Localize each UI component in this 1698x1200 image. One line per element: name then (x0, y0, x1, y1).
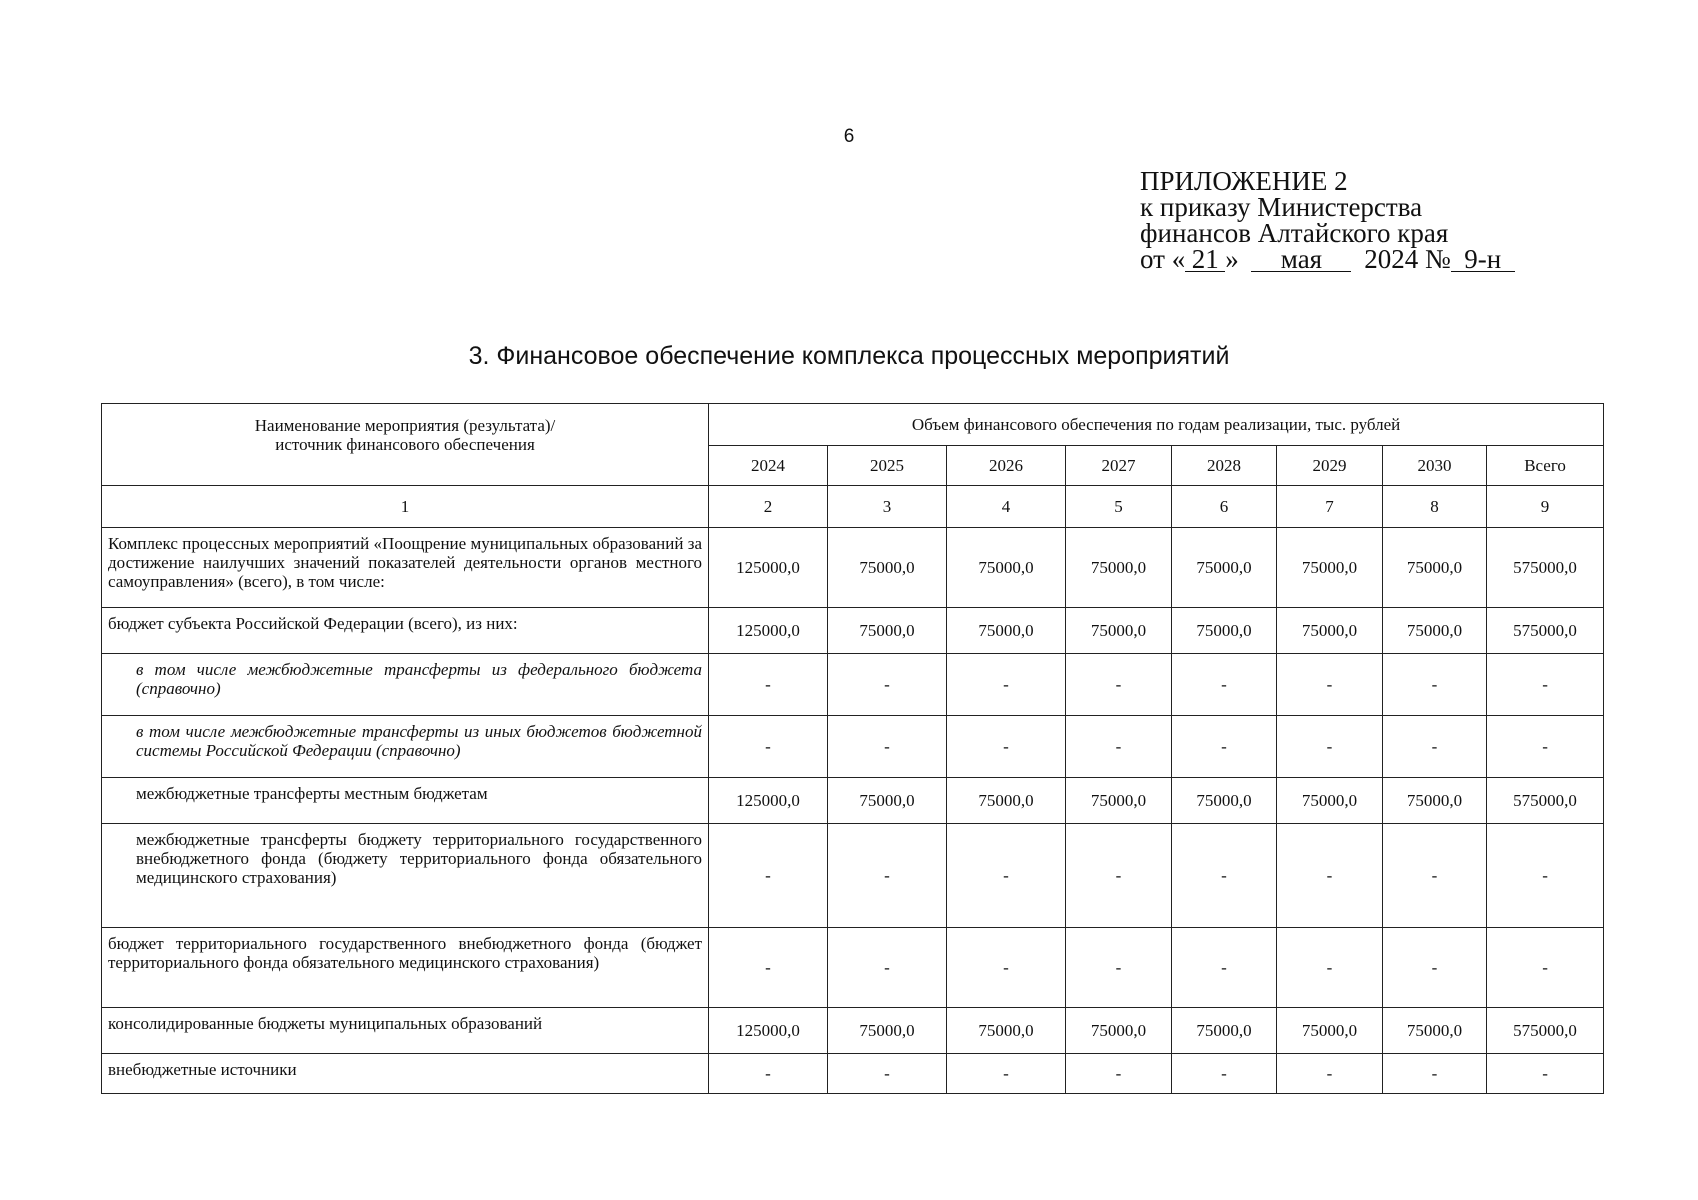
row-year-value: - (1066, 654, 1172, 716)
row-name: внебюджетные источники (102, 1054, 709, 1094)
row-year-value: 75000,0 (1066, 778, 1172, 824)
row-total-value: 575000,0 (1487, 608, 1604, 654)
row-year-value: 125000,0 (709, 778, 828, 824)
year-header: 2027 (1066, 446, 1172, 486)
row-year-value: 125000,0 (709, 528, 828, 608)
column-number: 2 (709, 486, 828, 528)
row-name: в том числе межбюджетные трансферты из федерального бюджета (справочно) (102, 654, 709, 716)
row-year-value: - (1277, 928, 1383, 1008)
row-year-value: - (1172, 716, 1277, 778)
row-year-value: - (1383, 928, 1487, 1008)
row-year-value: - (828, 654, 947, 716)
row-year-value: 75000,0 (947, 778, 1066, 824)
row-total-value: - (1487, 824, 1604, 928)
table-row (102, 1008, 1604, 1054)
row-year-value: - (1066, 824, 1172, 928)
row-year-value: 75000,0 (1277, 778, 1383, 824)
row-year-value: - (709, 716, 828, 778)
row-year-value: 75000,0 (828, 608, 947, 654)
row-total-value: - (1487, 1054, 1604, 1094)
year-header: 2026 (947, 446, 1066, 486)
row-name: в том числе межбюджетные трансферты из иных бюджетов бюджетной системы Российской Федерации (справочно) (102, 716, 709, 778)
row-year-value: 125000,0 (709, 608, 828, 654)
row-year-value: 75000,0 (1172, 778, 1277, 824)
row-year-value: - (1383, 824, 1487, 928)
row-year-value: 75000,0 (1172, 1008, 1277, 1054)
row-year-value: - (828, 716, 947, 778)
row-year-value: - (1066, 928, 1172, 1008)
name-header-line-2: источник финансового обеспечения (275, 435, 535, 454)
annex-date-line (1140, 246, 1515, 272)
row-year-value: - (947, 928, 1066, 1008)
section-title: 3. Финансовое обеспечение комплекса процессных мероприятий (468, 342, 1230, 370)
table-row (102, 716, 1604, 778)
column-number: 8 (1383, 486, 1487, 528)
year-header: 2028 (1172, 446, 1277, 486)
column-number: 3 (828, 486, 947, 528)
name-column-header (102, 404, 709, 486)
row-name: бюджет субъекта Российской Федерации (всего), из них: (102, 608, 709, 654)
table-row (102, 778, 1604, 824)
row-year-value: - (709, 1054, 828, 1094)
annex-date-year: 2024 № (1364, 244, 1451, 274)
row-total-value: 575000,0 (1487, 778, 1604, 824)
column-number: 9 (1487, 486, 1604, 528)
annex-order-number: 9-н (1451, 247, 1515, 272)
row-year-value: - (828, 1054, 947, 1094)
row-year-value: - (947, 824, 1066, 928)
row-year-value: 75000,0 (947, 1008, 1066, 1054)
column-number: 5 (1066, 486, 1172, 528)
row-year-value: - (947, 654, 1066, 716)
row-year-value: - (1277, 654, 1383, 716)
financing-table (101, 403, 1604, 1094)
row-year-value: 75000,0 (1277, 528, 1383, 608)
year-header: 2025 (828, 446, 947, 486)
row-year-value: - (709, 928, 828, 1008)
row-year-value: 75000,0 (1172, 528, 1277, 608)
total-header: Всего (1487, 446, 1604, 486)
row-year-value: 75000,0 (1066, 1008, 1172, 1054)
annex-date-day: 21 (1185, 247, 1225, 272)
row-year-value: 75000,0 (1383, 528, 1487, 608)
row-year-value: - (1383, 716, 1487, 778)
annex-block (1140, 168, 1515, 272)
row-year-value: - (1277, 716, 1383, 778)
row-year-value: 75000,0 (1383, 778, 1487, 824)
row-year-value: 75000,0 (947, 608, 1066, 654)
table-row (102, 1054, 1604, 1094)
row-year-value: 125000,0 (709, 1008, 828, 1054)
annex-title: ПРИЛОЖЕНИЕ 2 (1140, 166, 1348, 196)
row-year-value: 75000,0 (828, 778, 947, 824)
annex-line-2: финансов Алтайского края (1140, 218, 1449, 248)
row-year-value: 75000,0 (828, 528, 947, 608)
row-year-value: - (1383, 654, 1487, 716)
row-year-value: 75000,0 (828, 1008, 947, 1054)
row-total-value: - (1487, 654, 1604, 716)
row-year-value: 75000,0 (1277, 608, 1383, 654)
row-year-value: - (709, 824, 828, 928)
row-year-value: - (947, 716, 1066, 778)
year-header: 2029 (1277, 446, 1383, 486)
page-number: 6 (843, 126, 855, 147)
row-year-value: - (1277, 824, 1383, 928)
table-row (102, 928, 1604, 1008)
row-year-value: 75000,0 (1383, 608, 1487, 654)
row-total-value: 575000,0 (1487, 528, 1604, 608)
row-name: консолидированные бюджеты муниципальных образований (102, 1008, 709, 1054)
table-row (102, 824, 1604, 928)
row-year-value: - (947, 1054, 1066, 1094)
volume-header: Объем финансового обеспечения по годам реализации, тыс. рублей (709, 404, 1604, 446)
table-body (102, 528, 1604, 1094)
column-number: 1 (102, 486, 709, 528)
row-name: межбюджетные трансферты местным бюджетам (102, 778, 709, 824)
table-row (102, 654, 1604, 716)
row-year-value: - (1277, 1054, 1383, 1094)
row-total-value: - (1487, 928, 1604, 1008)
row-name: бюджет территориального государственного внебюджетного фонда (бюджет территориального фонда обязательного медицинского страхования) (102, 928, 709, 1008)
row-name: Комплекс процессных мероприятий «Поощрение муниципальных образований за достижение наилучших значений показателей деятельности органов местного самоуправления» (всего), в том числе: (102, 528, 709, 608)
row-year-value: 75000,0 (1277, 1008, 1383, 1054)
table-row (102, 528, 1604, 608)
row-year-value: - (1172, 928, 1277, 1008)
annex-date-prefix: от « (1140, 244, 1186, 274)
row-year-value: - (1172, 824, 1277, 928)
row-year-value: - (1066, 716, 1172, 778)
row-year-value: - (1172, 654, 1277, 716)
row-year-value: 75000,0 (1172, 608, 1277, 654)
year-header: 2024 (709, 446, 828, 486)
table-row (102, 608, 1604, 654)
column-number: 4 (947, 486, 1066, 528)
row-year-value: - (828, 824, 947, 928)
name-header-line-1: Наименование мероприятия (результата)/ (254, 416, 556, 435)
row-year-value: 75000,0 (947, 528, 1066, 608)
row-year-value: - (1172, 1054, 1277, 1094)
row-year-value: 75000,0 (1383, 1008, 1487, 1054)
annex-line-1: к приказу Министерства (1140, 192, 1423, 222)
row-name: межбюджетные трансферты бюджету территориального государственного внебюджетного фонда (бюджету территориального фонда обязательного медицинского страхования) (102, 824, 709, 928)
row-year-value: 75000,0 (1066, 608, 1172, 654)
row-total-value: 575000,0 (1487, 1008, 1604, 1054)
row-year-value: - (828, 928, 947, 1008)
annex-date-day-suffix: » (1225, 244, 1239, 274)
row-total-value: - (1487, 716, 1604, 778)
year-header: 2030 (1383, 446, 1487, 486)
column-number: 6 (1172, 486, 1277, 528)
row-year-value: - (1383, 1054, 1487, 1094)
annex-date-month: мая (1251, 247, 1351, 272)
row-year-value: - (709, 654, 828, 716)
row-year-value: - (1066, 1054, 1172, 1094)
row-year-value: 75000,0 (1066, 528, 1172, 608)
column-number: 7 (1277, 486, 1383, 528)
